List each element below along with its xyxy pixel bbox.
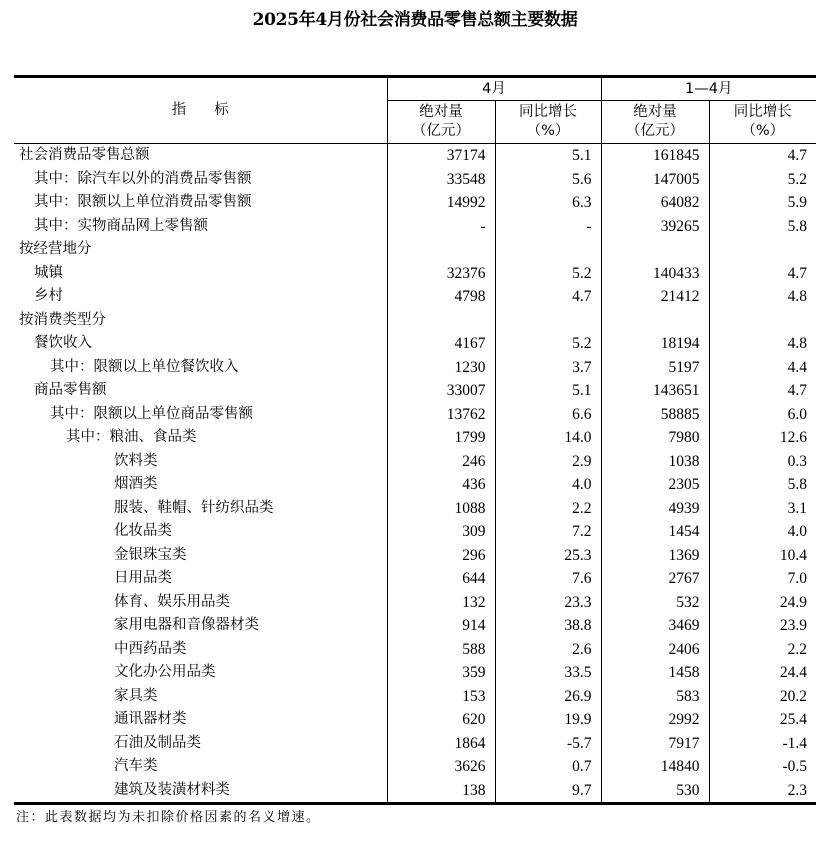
page-title: 2025年4月份社会消费品零售总额主要数据 [252, 10, 578, 30]
ytd-yoy-growth: 4.7 [709, 379, 816, 403]
april-yoy-growth: 2.2 [495, 497, 601, 521]
table-row [14, 473, 816, 497]
row-label: 石油及制品类 [114, 734, 201, 751]
april-absolute-value: 1864 [387, 732, 495, 756]
ytd-yoy-growth: 24.9 [709, 591, 816, 615]
april-absolute-value: 13762 [387, 403, 495, 427]
april-yoy-growth: 5.2 [495, 262, 601, 286]
ytd-yoy-growth: 20.2 [709, 685, 816, 709]
ytd-yoy-growth [709, 238, 816, 262]
table-row [14, 591, 816, 615]
april-absolute-value: 4798 [387, 285, 495, 309]
ytd-absolute-value: 14840 [601, 755, 709, 779]
ytd-absolute-value: 7917 [601, 732, 709, 756]
ytd-absolute-value: 2406 [601, 638, 709, 662]
table-row [14, 403, 816, 427]
ytd-yoy-growth: 2.2 [709, 638, 816, 662]
april-absolute-value: 296 [387, 544, 495, 568]
ytd-absolute-value: 39265 [601, 215, 709, 239]
ytd-absolute-value: 140433 [601, 262, 709, 286]
ytd-absolute-value: 21412 [601, 285, 709, 309]
ytd-absolute-value: 583 [601, 685, 709, 709]
row-label: 其中：粮油、食品类 [66, 429, 197, 445]
table-body [14, 144, 816, 804]
table-row [14, 262, 816, 286]
april-absolute-value: 588 [387, 638, 495, 662]
subheader-apr-yoy: 同比增长 （%） [495, 101, 601, 144]
table-row [14, 450, 816, 474]
row-label: 社会消费品零售总额 [19, 147, 150, 163]
row-label: 建筑及装潢材料类 [14, 779, 387, 804]
ytd-absolute-value: 530 [601, 779, 709, 804]
april-yoy-growth: 6.6 [495, 403, 601, 427]
row-label: 其中：除汽车以外的消费品零售额 [34, 170, 252, 187]
april-yoy-growth: 4.0 [495, 473, 601, 497]
ytd-yoy-growth: 5.9 [709, 191, 816, 215]
table-row [14, 379, 816, 403]
row-label: 乡村 [34, 288, 63, 304]
april-yoy-growth [495, 238, 601, 262]
table-row [14, 168, 816, 192]
ytd-absolute-value: 161845 [601, 144, 709, 168]
april-yoy-growth: 0.7 [495, 755, 601, 779]
april-absolute-value: 4167 [387, 332, 495, 356]
ytd-absolute-value: 147005 [601, 168, 709, 192]
row-label: 家用电器和音像器材类 [114, 617, 259, 633]
ytd-absolute-value: 2767 [601, 567, 709, 591]
retail-sales-table [14, 75, 816, 805]
april-absolute-value: 32376 [387, 262, 495, 286]
row-label: 其中：实物商品网上零售额 [34, 217, 208, 234]
ytd-absolute-value [601, 309, 709, 333]
ytd-yoy-growth: 23.9 [709, 614, 816, 638]
row-label: 家具类 [114, 687, 158, 704]
row-label: 汽车类 [114, 758, 158, 774]
ytd-absolute-value: 2992 [601, 708, 709, 732]
ytd-yoy-growth: 24.4 [709, 661, 816, 685]
ytd-absolute-value: 3469 [601, 614, 709, 638]
ytd-yoy-growth: 6.0 [709, 403, 816, 427]
table-row [14, 144, 816, 168]
april-absolute-value: 620 [387, 708, 495, 732]
group-header-jan-apr: 1—4月 [601, 77, 816, 101]
ytd-absolute-value: 7980 [601, 426, 709, 450]
april-yoy-growth [495, 309, 601, 333]
ytd-yoy-growth: 3.1 [709, 497, 816, 521]
ytd-absolute-value: 18194 [601, 332, 709, 356]
april-yoy-growth: 9.7 [495, 779, 601, 804]
row-label: 文化办公用品类 [114, 664, 216, 680]
april-yoy-growth: 2.9 [495, 450, 601, 474]
ytd-yoy-growth: -0.5 [709, 755, 816, 779]
april-yoy-growth: 33.5 [495, 661, 601, 685]
april-yoy-growth: 7.2 [495, 520, 601, 544]
row-label: 体育、娱乐用品类 [114, 593, 230, 610]
april-absolute-value: 3626 [387, 755, 495, 779]
april-absolute-value [387, 309, 495, 333]
header-row-groups [14, 77, 816, 101]
april-absolute-value: - [387, 215, 495, 239]
april-absolute-value: 436 [387, 473, 495, 497]
ytd-yoy-growth: 12.6 [709, 426, 816, 450]
ytd-yoy-growth: 4.4 [709, 356, 816, 380]
april-yoy-growth: 6.3 [495, 191, 601, 215]
ytd-yoy-growth: 5.2 [709, 168, 816, 192]
table-row [14, 356, 816, 380]
row-label: 中西药品类 [114, 640, 187, 657]
table-row [14, 685, 816, 709]
row-label: 通讯器材类 [114, 711, 187, 727]
table-row [14, 708, 816, 732]
april-absolute-value: 37174 [387, 144, 495, 168]
april-absolute-value: 1088 [387, 497, 495, 521]
table-row [14, 285, 816, 309]
row-label: 其中：限额以上单位餐饮收入 [50, 358, 239, 375]
table-row [14, 426, 816, 450]
row-label: 日用品类 [114, 570, 172, 586]
ytd-yoy-growth: 2.3 [709, 779, 816, 804]
ytd-absolute-value: 1369 [601, 544, 709, 568]
ytd-absolute-value [601, 238, 709, 262]
april-absolute-value: 132 [387, 591, 495, 615]
row-label: 餐饮收入 [34, 335, 92, 351]
april-yoy-growth: 25.3 [495, 544, 601, 568]
ytd-yoy-growth: -1.4 [709, 732, 816, 756]
april-absolute-value: 138 [387, 779, 495, 804]
ytd-absolute-value: 5197 [601, 356, 709, 380]
row-label: 服装、鞋帽、针纺织品类 [114, 499, 274, 516]
ytd-yoy-growth: 4.8 [709, 285, 816, 309]
april-yoy-growth: 7.6 [495, 567, 601, 591]
ytd-yoy-growth: 7.0 [709, 567, 816, 591]
april-absolute-value: 14992 [387, 191, 495, 215]
ytd-yoy-growth: 10.4 [709, 544, 816, 568]
april-yoy-growth: 19.9 [495, 708, 601, 732]
april-yoy-growth: 38.8 [495, 614, 601, 638]
ytd-yoy-growth: 4.0 [709, 520, 816, 544]
ytd-yoy-growth: 25.4 [709, 708, 816, 732]
row-label: 烟酒类 [114, 476, 158, 492]
ytd-absolute-value: 1454 [601, 520, 709, 544]
row-label: 按经营地分 [19, 241, 92, 257]
april-yoy-growth: 26.9 [495, 685, 601, 709]
ytd-yoy-growth: 4.7 [709, 144, 816, 168]
april-yoy-growth: 23.3 [495, 591, 601, 615]
row-label: 饮料类 [114, 452, 158, 469]
table-row [14, 779, 816, 804]
table-row [14, 638, 816, 662]
ytd-yoy-growth: 5.8 [709, 215, 816, 239]
ytd-absolute-value: 1038 [601, 450, 709, 474]
april-absolute-value: 1799 [387, 426, 495, 450]
row-label: 商品零售额 [34, 382, 107, 398]
ytd-yoy-growth: 4.7 [709, 262, 816, 286]
april-yoy-growth: -5.7 [495, 732, 601, 756]
table-row [14, 661, 816, 685]
subheader-ytd-abs: 绝对量 （亿元） [601, 101, 709, 144]
april-yoy-growth: 5.1 [495, 144, 601, 168]
april-absolute-value [387, 238, 495, 262]
april-yoy-growth: 5.2 [495, 332, 601, 356]
table-row [14, 520, 816, 544]
april-absolute-value: 246 [387, 450, 495, 474]
group-header-april: 4月 [387, 77, 601, 101]
april-yoy-growth: 5.1 [495, 379, 601, 403]
ytd-absolute-value: 143651 [601, 379, 709, 403]
april-yoy-growth: 5.6 [495, 168, 601, 192]
ytd-absolute-value: 64082 [601, 191, 709, 215]
ytd-absolute-value: 4939 [601, 497, 709, 521]
table-row [14, 309, 816, 333]
ytd-yoy-growth: 0.3 [709, 450, 816, 474]
table-row [14, 567, 816, 591]
ytd-yoy-growth [709, 309, 816, 333]
subheader-ytd-yoy: 同比增长 （%） [709, 101, 816, 144]
table-row [14, 191, 816, 215]
ytd-absolute-value: 532 [601, 591, 709, 615]
ytd-yoy-growth: 5.8 [709, 473, 816, 497]
april-absolute-value: 914 [387, 614, 495, 638]
table-row [14, 215, 816, 239]
april-yoy-growth: 2.6 [495, 638, 601, 662]
ytd-absolute-value: 58885 [601, 403, 709, 427]
april-absolute-value: 359 [387, 661, 495, 685]
row-label: 化妆品类 [114, 523, 172, 539]
april-yoy-growth: 14.0 [495, 426, 601, 450]
table-row [14, 755, 816, 779]
april-yoy-growth: 4.7 [495, 285, 601, 309]
table-row [14, 544, 816, 568]
april-absolute-value: 309 [387, 520, 495, 544]
row-label: 其中：限额以上单位商品零售额 [50, 405, 253, 422]
table-row [14, 497, 816, 521]
row-label: 按消费类型分 [19, 311, 106, 328]
indicator-header: 指 标 [14, 77, 387, 144]
table-row [14, 332, 816, 356]
table-row [14, 732, 816, 756]
april-absolute-value: 1230 [387, 356, 495, 380]
subheader-apr-abs: 绝对量 （亿元） [387, 101, 495, 144]
april-absolute-value: 33548 [387, 168, 495, 192]
row-label: 其中：限额以上单位消费品零售额 [34, 194, 252, 210]
april-absolute-value: 644 [387, 567, 495, 591]
table-row [14, 238, 816, 262]
ytd-absolute-value: 1458 [601, 661, 709, 685]
table-row [14, 614, 816, 638]
ytd-yoy-growth: 4.8 [709, 332, 816, 356]
april-absolute-value: 33007 [387, 379, 495, 403]
footnote: 注：此表数据均为未扣除价格因素的名义增速。 [16, 810, 321, 825]
row-label: 城镇 [34, 264, 63, 281]
row-label: 金银珠宝类 [114, 546, 187, 563]
april-absolute-value: 153 [387, 685, 495, 709]
ytd-absolute-value: 2305 [601, 473, 709, 497]
april-yoy-growth: 3.7 [495, 356, 601, 380]
april-yoy-growth: - [495, 215, 601, 239]
